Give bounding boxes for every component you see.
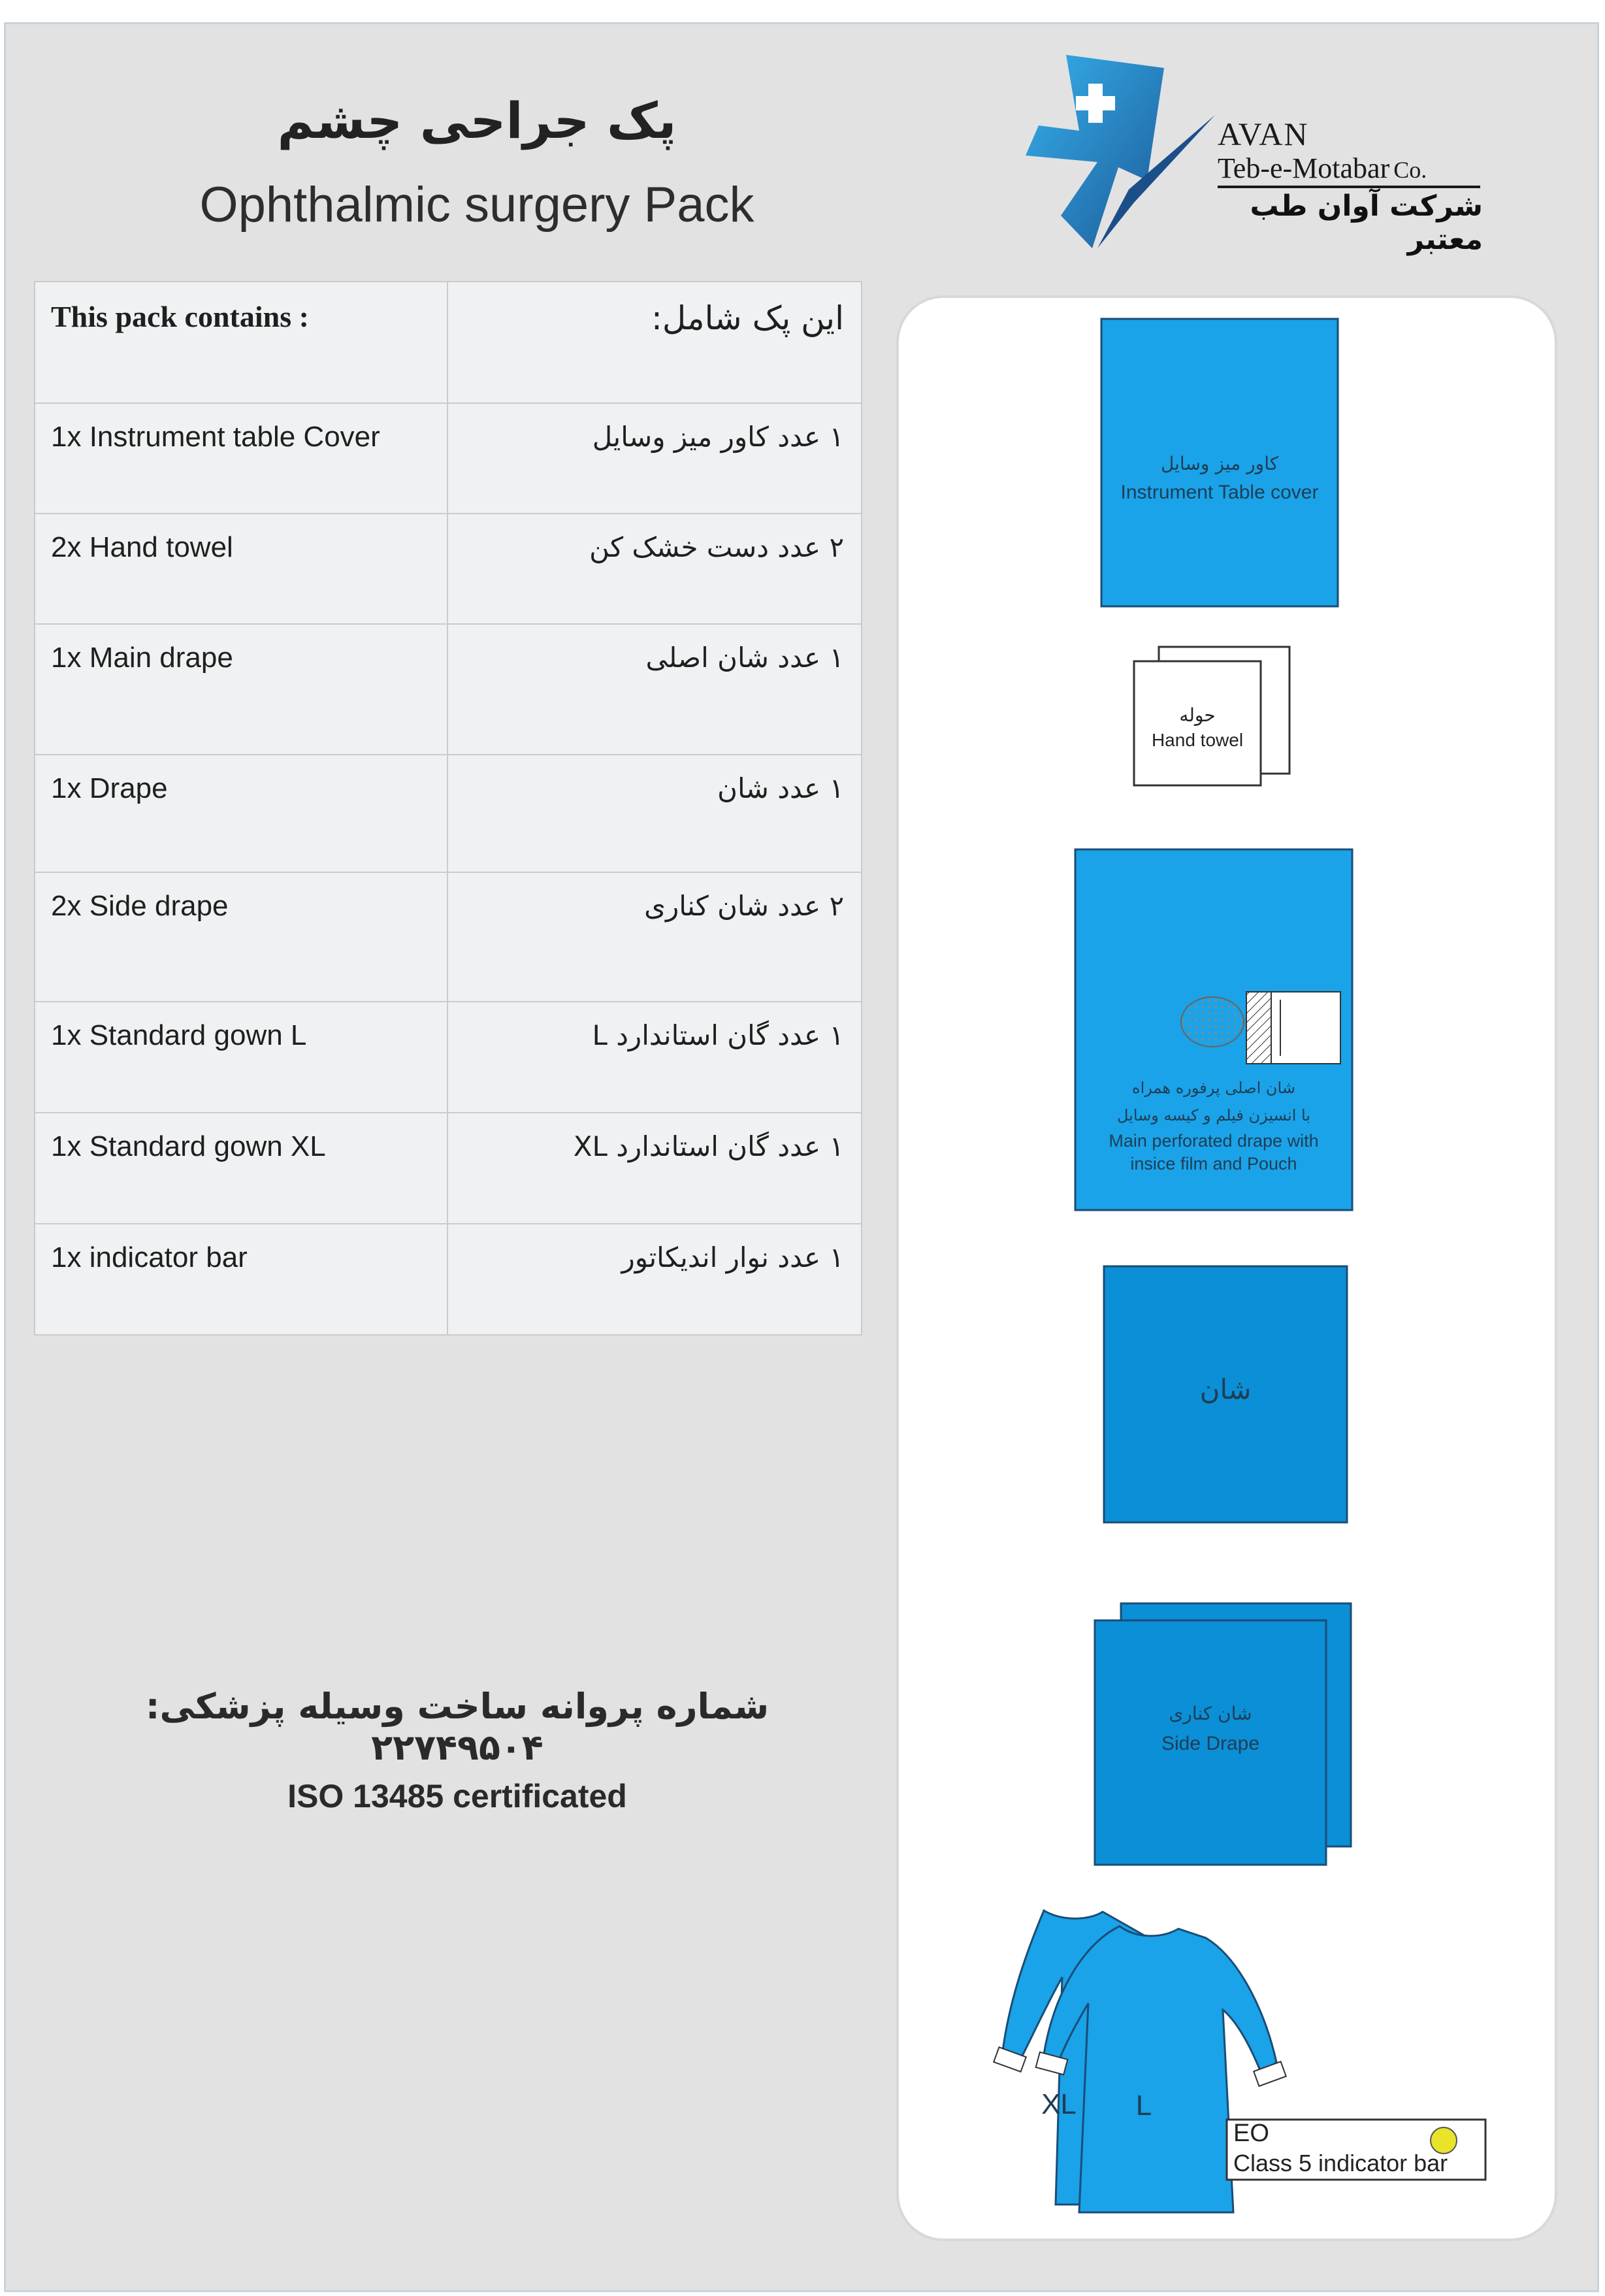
item-fa: ۱ عدد کاور میز وسایل [447, 403, 862, 514]
hand-towel-label: حوله Hand towel [1151, 704, 1244, 750]
logo-divider [1218, 186, 1480, 188]
gown-xl-label: XL [1041, 2088, 1077, 2120]
page-title-fa: پک جراحی چشم [277, 91, 677, 150]
item-en: 1x Main drape [35, 624, 447, 755]
main-drape-label: شان اصلی پرفوره همراه با انسیزن فیلم و کیسه وسایل Main perforated drape with insice film and Pouch [1109, 1079, 1319, 1173]
item-en: 1x Standard gown XL [35, 1113, 447, 1224]
logo-brand: AVAN [1218, 116, 1309, 152]
table-row [35, 624, 862, 755]
side-drape-label: شان کناری Side Drape [1161, 1703, 1260, 1754]
table-row [35, 403, 862, 514]
item-en: 1x indicator bar [35, 1224, 447, 1335]
iso-certification: ISO 13485 certificated [287, 1778, 627, 1814]
item-en: 1x Instrument table Cover [35, 403, 447, 514]
drape-label: شان [1199, 1373, 1252, 1405]
item-en: 1x Drape [35, 755, 447, 872]
logo-company-fa: شرکت آوان طب معتبر [1250, 189, 1483, 256]
table-row [35, 1002, 862, 1113]
item-en: 1x Standard gown L [35, 1002, 447, 1113]
item-en: 2x Hand towel [35, 514, 447, 624]
item-fa: ۲ عدد شان کناری [447, 872, 862, 1002]
illustrations-svg [899, 298, 1560, 2244]
table-row [35, 872, 862, 1002]
gown-l-label: L [1135, 2090, 1152, 2122]
page-title-en: Ophthalmic surgery Pack [199, 177, 754, 233]
logo-company-en: Teb-e-Motabar Co. [1218, 152, 1427, 184]
license-number: شماره پروانه ساخت وسیله پزشکی: ۲۲۷۴۹۵۰۴ [145, 1686, 770, 1768]
table-row [35, 514, 862, 624]
pack-contents-table [34, 281, 862, 1336]
illustrations-panel [896, 295, 1557, 2241]
header-fa: این پک شامل: [447, 282, 862, 403]
table-row [35, 1113, 862, 1224]
item-fa: ۱ عدد شان [447, 755, 862, 872]
item-fa: ۱ عدد نوار اندیکاتور [447, 1224, 862, 1335]
item-en: 2x Side drape [35, 872, 447, 1002]
item-fa: ۱ عدد شان اصلی [447, 624, 862, 755]
item-fa: ۲ عدد دست خشک کن [447, 514, 862, 624]
table-row [35, 1224, 862, 1335]
table-header-row [35, 282, 862, 403]
table-row [35, 755, 862, 872]
item-fa: ۱ عدد گان استاندارد XL [447, 1113, 862, 1224]
pouch-icon [1271, 992, 1340, 1064]
indicator-title: EO [1233, 2120, 1269, 2147]
indicator-subtitle: Class 5 indicator bar [1233, 2150, 1448, 2176]
table-cover-label: کاور میز وسایل Instrument Table cover [1120, 453, 1319, 503]
header-en: This pack contains : [35, 282, 447, 403]
item-fa: ۱ عدد گان استاندارد L [447, 1002, 862, 1113]
